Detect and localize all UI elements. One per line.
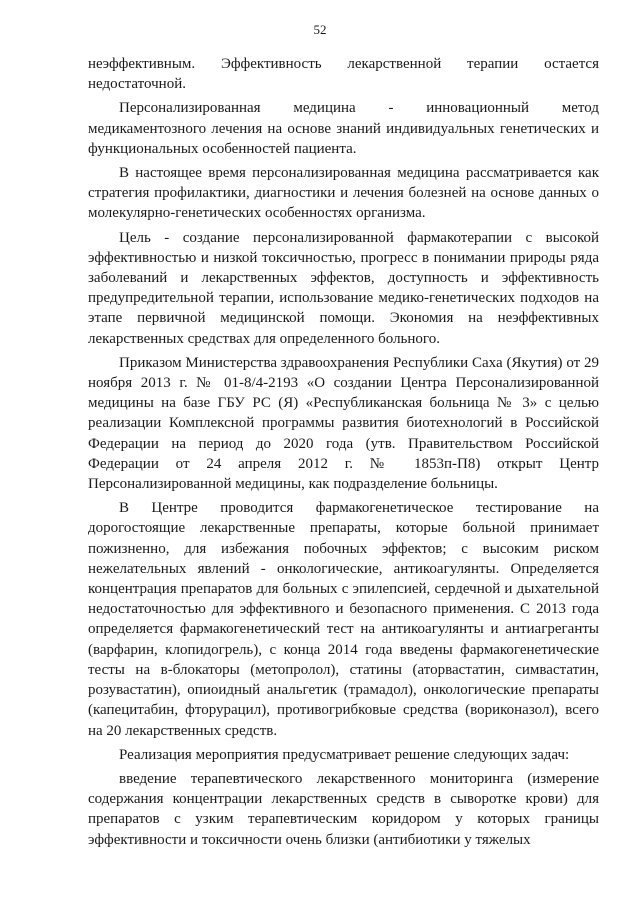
paragraph-goal: Цель - создание персонализированной фармакотерапии с высокой эффективностью и низкой токсичностью, прогресс в понимании природы ряда заболеваний и лекарственных эффектов, доступность и эффективность предупредительной терапии, использование медико-генетических подходов на этапе первичной медицинской помощи. Экономия на неэффективных лекарственных средствах для определенного больного. (88, 229, 599, 347)
paragraph-strategy: В настоящее время персонализированная медицина рассматривается как стратегия профилактики, диагностики и лечения болезней на основе данных о молекулярно-генетических особенностях организма. (88, 165, 599, 222)
paragraph-order: Приказом Министерства здравоохранения Республики Саха (Якутия) от 29 ноября 2013 г. № 01-8/4-2193 «О создании Центра Персонализированной медицины на базе ГБУ РС (Я) «Республиканская больница № 3» с целью реализации Комплексной программы развития биотехнологий в Российской Федерации на период до 2020 года (утв. Правительством Российской Федерации от 24 апреля 2012 г. № 1853п-П8) открыт Центр Персонализированной медицины, как подразделение больницы. (88, 354, 599, 493)
page-number: 52 (313, 22, 327, 37)
paragraph-definition: Персонализированная медицина - инновационный метод медикаментозного лечения на основе знаний индивидуальных генетических и функциональных особенностей пациента. (88, 100, 599, 157)
paragraph-continuation: неэффективным. Эффективность лекарственной терапии остается недостаточной. (88, 56, 599, 93)
paragraph-tasks-intro: Реализация мероприятия предусматривает решение следующих задач: (119, 746, 570, 763)
body-text (88, 54, 599, 850)
paragraph-testing: В Центре проводится фармакогенетическое тестирование на дорогостоящие лекарственные препараты, которые больной принимает пожизненно, для избежания побочных эффектов; с высоким риском нежелательных явлений - онкологические, антикоагулянты. Определяется концентрация препаратов для больных с эпилепсией, сердечной и дыхательной недостаточностью для эффективного и безопасного применения. С 2013 года определяется фармакогенетический тест на антикоагулянты и антиагреганты (варфарин, клопидогрель), с конца 2014 года введены фармакогенетические тесты на в-блокаторы (метопролол), статины (аторвастатин, симвастатин, розувастатин), опиоидный анальгетик (трамадол), онкологические препараты (капецитабин, фторурацил), противогрибковые средства (вориконазол), всего на 20 лекарственных средств. (88, 500, 599, 739)
paragraph-monitoring: введение терапевтического лекарственного мониторинга (измерение содержания концентрации лекарственных средств в сыворотке крови) для препаратов с узким терапевтическим коридором у которых границы эффективности и токсичности очень близки (антибиотики у тяжелых (88, 770, 599, 848)
